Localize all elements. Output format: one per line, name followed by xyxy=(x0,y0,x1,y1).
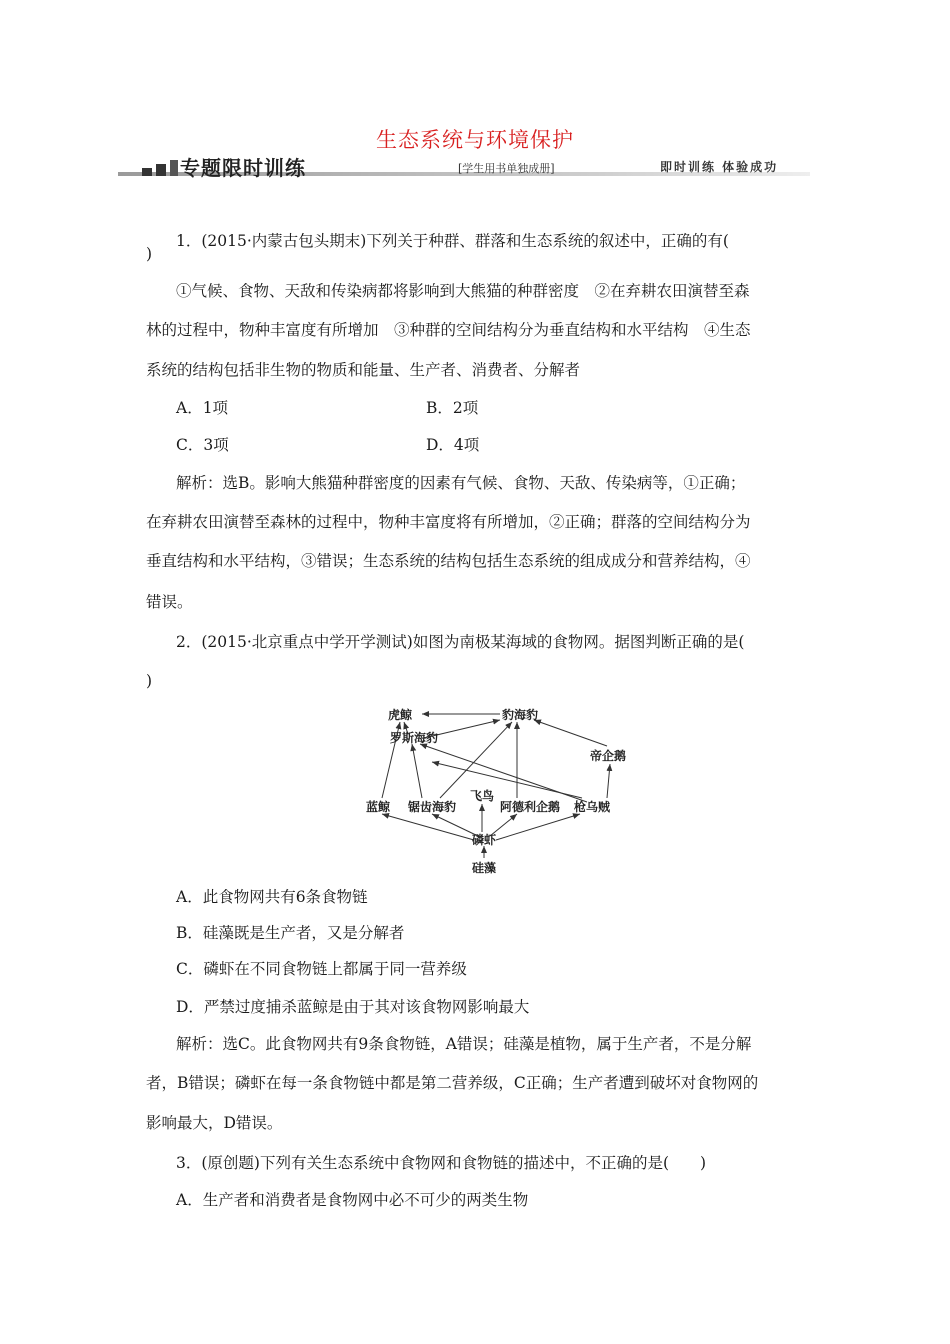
section-banner xyxy=(118,152,810,182)
node-killer-whale: 虎鲸 xyxy=(388,708,413,722)
q2-option-b: B．硅藻既是生产者，又是分解者 xyxy=(176,924,405,942)
q2-stem-line1: 2．(2015·北京重点中学开学测试)如图为南极某海域的食物网。据图判断正确的是( xyxy=(176,633,745,651)
q1-option-a: A．1项 xyxy=(176,399,229,417)
q2-option-c: C．磷虾在不同食物链上都属于同一营养级 xyxy=(176,960,467,978)
page-title: 生态系统与环境保护 xyxy=(376,128,574,152)
node-squid: 枪乌贼 xyxy=(574,800,611,814)
node-crabeater-seal: 锯齿海豹 xyxy=(408,800,457,814)
q2-stem-line2: ) xyxy=(146,672,153,690)
q3-stem: 3．(原创题)下列有关生态系统中食物网和食物链的描述中，不正确的是( ) xyxy=(176,1154,707,1172)
food-web-diagram xyxy=(352,698,627,878)
q1-stem-line2: ) xyxy=(146,245,153,263)
q1-analysis-line3: 垂直结构和水平结构，③错误；生态系统的结构包括生态系统的组成成分和营养结构，④ xyxy=(146,552,751,570)
banner-label: 专题限时训练 xyxy=(180,156,306,180)
q1-option-c: C．3项 xyxy=(176,436,229,454)
q1-analysis-line4: 错误。 xyxy=(146,593,193,611)
node-flying-bird: 飞鸟 xyxy=(470,789,495,803)
q1-statement-line2: 林的过程中，物种丰富度有所增加 ③种群的空间结构分为垂直结构和水平结构 ④生态 xyxy=(146,321,751,339)
node-blue-whale: 蓝鲸 xyxy=(366,800,391,814)
node-diatom: 硅藻 xyxy=(472,861,497,875)
q1-analysis-line1: 解析：选B。影响大熊猫种群密度的因素有气候、食物、天敌、传染病等，①正确； xyxy=(176,474,746,492)
node-leopard-seal: 豹海豹 xyxy=(502,708,539,722)
q3-option-a: A．生产者和消费者是食物网中必不可少的两类生物 xyxy=(176,1191,529,1209)
banner-right-text: 即时训练 体验成功 xyxy=(660,160,779,174)
q2-analysis-line1: 解析：选C。此食物网共有9条食物链，A错误；硅藻是植物，属于生产者，不是分解 xyxy=(176,1035,752,1053)
q1-statement-line3: 系统的结构包括非生物的物质和能量、生产者、消费者、分解者 xyxy=(146,361,581,379)
node-krill: 磷虾 xyxy=(472,833,497,847)
node-emperor-penguin: 帝企鹅 xyxy=(590,749,627,763)
q1-statement-line1: ①气候、食物、天敌和传染病都将影响到大熊猫的种群密度 ②在弃耕农田演替至森 xyxy=(176,282,750,300)
q1-analysis-line2: 在弃耕农田演替至森林的过程中，物种丰富度将有所增加，②正确；群落的空间结构分为 xyxy=(146,513,751,531)
q2-analysis-line2: 者，B错误；磷虾在每一条食物链中都是第二营养级，C正确；生产者遭到破坏对食物网的 xyxy=(146,1074,759,1092)
banner-square-2 xyxy=(156,164,166,176)
node-ross-seal: 罗斯海豹 xyxy=(390,731,439,745)
banner-middle-text: [学生用书单独成册] xyxy=(458,162,555,175)
q2-analysis-line3: 影响最大，D错误。 xyxy=(146,1114,283,1132)
q2-option-a: A．此食物网共有6条食物链 xyxy=(176,888,368,906)
q1-option-d: D．4项 xyxy=(426,436,480,454)
q2-option-d: D．严禁过度捕杀蓝鲸是由于其对该食物网影响最大 xyxy=(176,998,530,1016)
node-adelie-penguin: 阿德利企鹅 xyxy=(500,800,561,814)
q1-option-b: B．2项 xyxy=(426,399,479,417)
banner-square-3 xyxy=(170,160,178,176)
banner-square-1 xyxy=(142,168,152,176)
q1-stem-line1: 1．(2015·内蒙古包头期末)下列关于种群、群落和生态系统的叙述中，正确的有( xyxy=(176,232,729,250)
